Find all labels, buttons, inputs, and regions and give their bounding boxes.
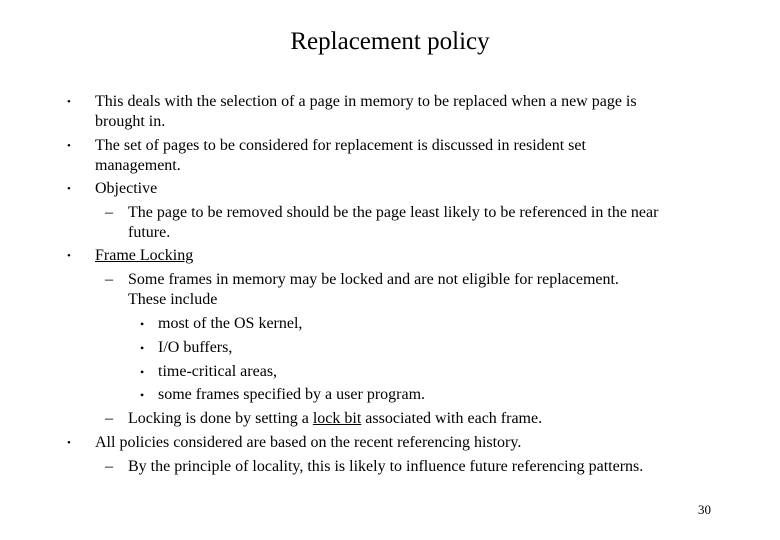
bullet-4-sub-item: time-critical areas, (158, 363, 278, 380)
bullet-1-line-1: This deals with the selection of a page in memory to be replaced when a new page is (95, 93, 637, 110)
lock-bit-post: associated with each frame. (361, 410, 543, 427)
bullet-icon: • (67, 437, 71, 449)
dash-icon: – (105, 204, 113, 221)
bullet-4-sub1-line-1: Some frames in memory may be locked and are not eligible for replacement. (128, 271, 619, 288)
slide-title: Replacement policy (290, 28, 490, 55)
bullet-icon: • (67, 140, 71, 152)
dash-icon: – (105, 410, 113, 427)
bullet-5-line-1: All policies considered are based on the recent referencing history. (95, 434, 522, 451)
lock-bit-pre: Locking is done by setting a (128, 410, 313, 427)
bullet-icon: • (140, 365, 145, 379)
bullet-icon: • (67, 96, 71, 108)
bullet-4-sub2 (128, 409, 542, 429)
frame-locking-underlined: Frame Locking (95, 247, 194, 264)
bullet-3-sub-line-2: future. (128, 224, 171, 241)
bullet-3-sub-line-1: The page to be removed should be the page least likely to be referenced in the near (128, 204, 659, 221)
bullet-icon: • (140, 341, 145, 355)
lock-bit-underlined: lock bit (312, 410, 362, 427)
bullet-2-line-2: management. (95, 157, 181, 174)
bullet-5-sub: By the principle of locality, this is likely to influence future referencing patterns. (128, 458, 644, 475)
bullet-icon: • (140, 317, 145, 331)
bullet-4-sub-item: I/O buffers, (158, 339, 233, 356)
bullet-icon: • (67, 250, 71, 262)
bullet-4-sub-item: most of the OS kernel, (158, 315, 303, 332)
bullet-3-label: Objective (95, 180, 158, 197)
bullet-2-line-1: The set of pages to be considered for replacement is discussed in resident set (95, 137, 586, 154)
bullet-4-sub-item: some frames specified by a user program. (158, 386, 426, 403)
dash-icon: – (105, 271, 113, 288)
bullet-4-sub1-line-2: These include (128, 291, 218, 308)
bullet-icon: • (67, 183, 71, 195)
bullet-1-line-2: brought in. (95, 113, 166, 130)
page-number: 30 (698, 502, 711, 517)
bullet-4-label (95, 246, 193, 266)
bullet-icon: • (140, 388, 145, 402)
dash-icon: – (105, 458, 113, 475)
